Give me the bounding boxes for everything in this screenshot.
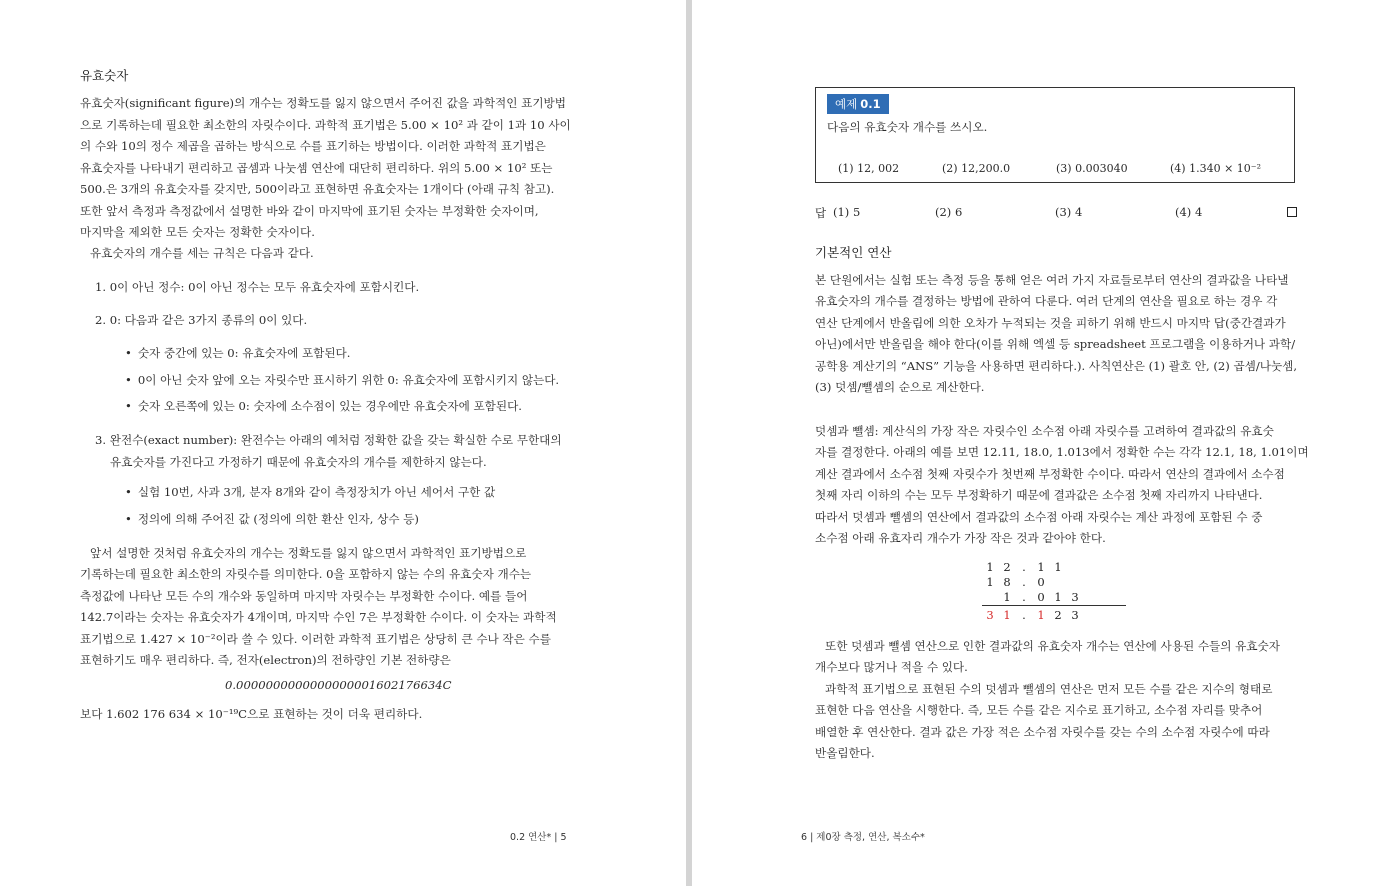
text-line: (3) 덧셈/뺄셈의 순으로 계산한다. — [815, 380, 985, 394]
text-line: 반올림한다. — [815, 746, 875, 761]
text-line: 또한 덧셈과 뺄셈 연산으로 인한 결과값의 유효숫자 개수는 연산에 사용된 수들의 유효숫자 — [825, 639, 1280, 653]
text-line: 표현한 다음 연산을 시행한다. 즉, 모든 수를 같은 지수로 표기하고, 소수점 자리를 맞추어 — [815, 703, 1263, 718]
text-line: 표현하기도 매우 편리하다. 즉, 전자(electron)의 전하량인 기본 전하량은 — [80, 653, 451, 667]
bullet-icon: • — [125, 512, 132, 526]
text-line: 앞서 설명한 것처럼 유효숫자의 개수는 정확도를 잃지 않으면서 과학적인 표기방법으로 — [90, 546, 527, 560]
text-line: 따라서 덧셈과 뺄셈의 연산에서 결과값의 소수점 아래 자릿수는 계산 과정에 포함된 수 중 — [815, 509, 1263, 524]
digit-cell: 1 — [1037, 608, 1045, 622]
example-badge-number: 0.1 — [860, 97, 881, 111]
text-line: 또한 앞서 측정과 측정값에서 설명한 바와 같이 마지막에 표기된 숫자는 부정확한 숫자이며, — [80, 203, 539, 218]
digit-cell: 8 — [1003, 575, 1011, 589]
text-line: 개수보다 많거나 적을 수 있다. — [815, 660, 968, 675]
text-line: 아닌)에서만 반올림을 해야 한다(이를 위해 엑셀 등 spreadsheet 프로그램을 이용하거나 과학/ — [815, 337, 1296, 352]
text-line: 계산 결과에서 소수점 첫째 자릿수가 첫번째 부정확한 수이다. 따라서 연산의 결과에서 소수점 — [815, 466, 1285, 481]
digit-cell: 1 — [1003, 590, 1011, 604]
digit-cell: 1 — [1054, 560, 1062, 574]
bullet-icon: • — [125, 399, 132, 413]
answer-1: (1) 5 — [833, 205, 861, 219]
text-line: 기록하는데 필요한 최소한의 자릿수를 의미한다. 0을 포함하지 않는 수의 유효숫자 개수는 — [80, 567, 532, 582]
digit-cell: . — [1022, 608, 1026, 622]
text-line: 연산 단계에서 반올림에 의한 오차가 누적되는 것을 피하기 위해 반드시 마지막 답(중간결과가 — [815, 315, 1286, 330]
qed-square-icon — [1287, 207, 1297, 217]
bullet-icon: • — [125, 346, 132, 360]
rule-1: 1. 0이 아닌 정수: 0이 아닌 정수는 모두 유효숫자에 포함시킨다. — [95, 280, 420, 294]
bullet-item — [125, 372, 559, 388]
example-item-2: (2) 12,200.0 — [942, 162, 1011, 175]
bullet-text: 숫자 오른쪽에 있는 0: 숫자에 소수점이 있는 경우에만 유효숫자에 포함된다. — [137, 399, 522, 413]
digit-cell: 1 — [1054, 590, 1062, 604]
digit-cell: 0 — [1037, 590, 1045, 604]
answer-4: (4) 4 — [1175, 205, 1203, 219]
answer-2: (2) 6 — [935, 205, 963, 219]
bullet-item — [125, 345, 350, 361]
elementary-charge-equation: 0.0000000000000000001602176634C — [225, 678, 452, 692]
text-line: 자를 결정한다. 아래의 예를 보면 12.11, 18.0, 1.013에서 정확한 수는 각각 12.1, 18, 1.01이며 — [815, 445, 1309, 460]
addition-sum-line — [982, 605, 1126, 606]
bullet-text: 정의에 의해 주어진 값 (정의에 의한 환산 인자, 상수 등) — [137, 512, 419, 526]
text-line: 과학적 표기법으로 표현된 수의 덧셈과 뺄셈의 연산은 먼저 모든 수를 같은 지수의 형태로 — [825, 682, 1273, 696]
closing-sentence: 보다 1.602 176 634 × 10⁻¹⁹C으로 표현하는 것이 더욱 편리하다. — [80, 707, 423, 721]
answer-3: (3) 4 — [1055, 205, 1083, 219]
digit-cell: 3 — [1071, 590, 1079, 604]
text-line: 측정값에 나타난 모든 수의 개수와 동일하며 마지막 자릿수는 부정확한 수이다. 예를 들어 — [80, 588, 528, 603]
bullet-item — [125, 484, 495, 500]
text-line: 500.은 3개의 유효숫자를 갖지만, 500이라고 표현하면 유효숫자는 1개이다 (아래 규칙 참고). — [80, 182, 555, 196]
example-badge-label: 예제 — [835, 97, 858, 111]
text-line: 첫째 자리 이하의 수는 모두 부정확하기 때문에 결과값은 소수점 첫째 자리까지 나타낸다. — [815, 488, 1263, 503]
digit-cell: 2 — [1054, 608, 1062, 622]
digit-cell: . — [1022, 560, 1026, 574]
text-line: 마지막을 제외한 모든 숫자는 정확한 숫자이다. — [80, 225, 315, 239]
digit-cell: 1 — [1037, 560, 1045, 574]
text-line: 으로 기록하는데 필요한 최소한의 자릿수이다. 과학적 표기법은 5.00 × 10² 과 같이 1과 10 사이 — [80, 117, 571, 132]
section-heading-basic-operations: 기본적인 연산 — [815, 245, 892, 260]
left-page — [0, 0, 686, 886]
bullet-text: 실험 10번, 사과 3개, 분자 8개와 같이 측정장치가 아닌 세어서 구한 값 — [137, 485, 496, 499]
example-item-3: (3) 0.003040 — [1056, 162, 1128, 175]
text-line: 배열한 후 연산한다. 결과 값은 가장 적은 소수점 자릿수를 갖는 수의 소수점 자릿수에 따라 — [815, 724, 1270, 739]
example-box — [815, 87, 1295, 183]
text-line: 유효숫자의 개수를 결정하는 방법에 관하여 다룬다. 여러 단계의 연산을 필요로 하는 경우 각 — [815, 294, 1278, 309]
example-item-1: (1) 12, 002 — [838, 162, 900, 175]
digit-cell: . — [1022, 575, 1026, 589]
right-page-footer: 6 | 제0장 측정, 연산, 복소수* — [801, 832, 925, 843]
example-item-4: (4) 1.340 × 10⁻² — [1170, 162, 1261, 175]
rule-3-line-1: 3. 완전수(exact number): 완전수는 아래의 예처럼 정확한 값을 갖는 확실한 수로 무한대의 — [95, 433, 562, 447]
rule-3-line-2: 유효숫자를 가진다고 가정하기 때문에 유효숫자의 개수를 제한하지 않는다. — [110, 455, 487, 469]
text-line: 142.7이라는 숫자는 유효숫자가 4개이며, 마지막 수인 7은 부정확한 수이다. 이 숫자는 과학적 — [80, 610, 557, 625]
text-line: 표기법으로 1.427 × 10⁻²이라 쓸 수 있다. 이러한 과학적 표기법은 상당히 큰 수나 작은 수를 — [80, 631, 551, 646]
digit-cell: 3 — [1071, 608, 1079, 622]
digit-cell: 3 — [986, 608, 994, 622]
bullet-text: 0이 아닌 숫자 앞에 오는 자릿수만 표시하기 위한 0: 유효숫자에 포함시키지 않는다. — [137, 372, 560, 387]
digit-cell: . — [1022, 590, 1026, 604]
digit-cell: 1 — [986, 575, 994, 589]
bullet-icon: • — [125, 372, 132, 387]
bullet-icon: • — [125, 485, 132, 499]
section-heading-significant-figures: 유효숫자 — [80, 68, 129, 83]
bullet-text: 숫자 중간에 있는 0: 유효숫자에 포함된다. — [137, 346, 351, 360]
digit-cell: 1 — [986, 560, 994, 574]
rule-2: 2. 0: 다음과 같은 3가지 종류의 0이 있다. — [95, 313, 308, 327]
text-line: 공학용 계산기의 “ANS” 기능을 사용하면 편리하다.). 사칙연산은 (1) 괄호 안, (2) 곱셈/나눗셈, — [815, 358, 1298, 373]
bullet-item — [125, 398, 522, 414]
text-line: 의 수와 10의 정수 제곱을 곱하는 방식으로 수를 표기하는 방법이다. 이러한 과학적 표기법은 — [80, 139, 546, 153]
text-line: 유효숫자(significant figure)의 개수는 정확도를 잃지 않으면서 주어진 값을 과학적인 표기방법 — [80, 96, 566, 110]
example-question: 다음의 유효숫자 개수를 쓰시오. — [827, 120, 988, 134]
answer-label: 답 — [815, 206, 827, 220]
example-badge — [827, 94, 889, 114]
digit-cell: 1 — [1003, 608, 1011, 622]
digit-cell: 2 — [1003, 560, 1011, 574]
right-page — [692, 0, 1376, 886]
text-line: 소수점 아래 유효자리 개수가 가장 작은 것과 같아야 한다. — [815, 531, 1106, 545]
text-line: 유효숫자를 나타내기 편리하고 곱셈과 나눗셈 연산에 대단히 편리하다. 위의 5.00 × 10² 또는 — [80, 160, 553, 175]
digit-cell: 0 — [1037, 575, 1045, 589]
text-line: 본 단원에서는 실험 또는 측정 등을 통해 얻은 여러 가지 자료들로부터 연산의 결과값을 나타낼 — [815, 273, 1289, 287]
rules-intro: 유효숫자의 개수를 세는 규칙은 다음과 같다. — [90, 246, 314, 260]
left-page-footer: 0.2 연산* | 5 — [510, 832, 567, 843]
bullet-item — [125, 511, 419, 527]
text-line: 덧셈과 뺄셈: 계산식의 가장 작은 자릿수인 소수점 아래 자릿수를 고려하여 결과값의 유효숫 — [815, 424, 1274, 438]
